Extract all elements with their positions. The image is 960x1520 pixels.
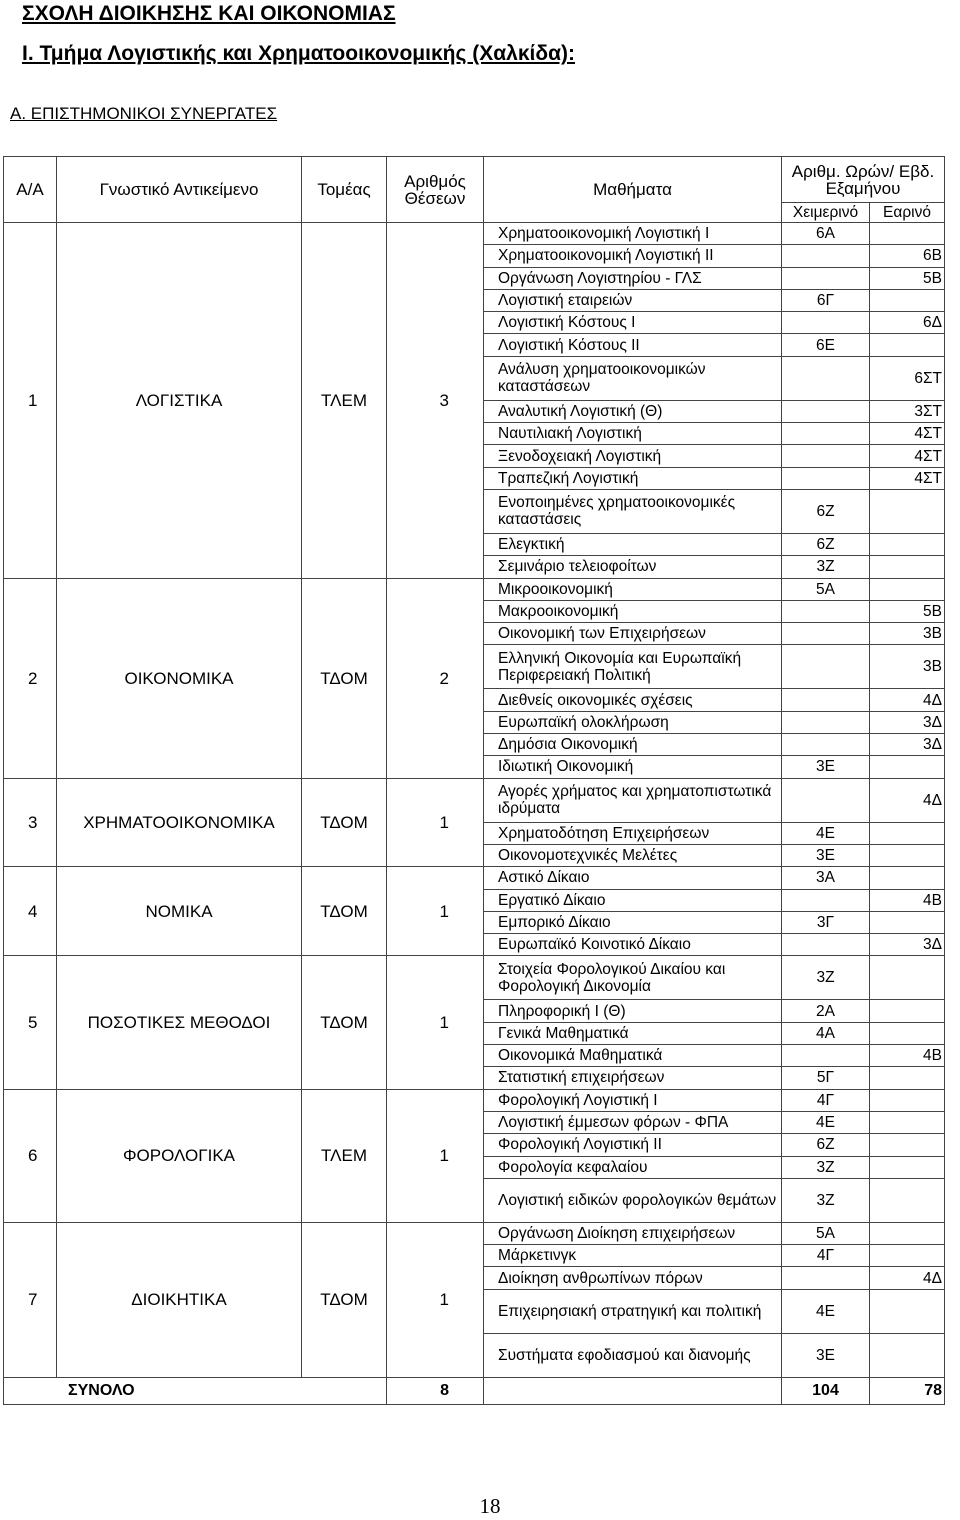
table-row bbox=[4, 223, 945, 245]
course-spring-hours bbox=[870, 1289, 945, 1333]
positions-cell: 1 bbox=[387, 778, 484, 867]
course-spring-hours: 4Β bbox=[870, 1045, 945, 1067]
course-winter-hours bbox=[782, 267, 870, 289]
course-winter-hours bbox=[782, 467, 870, 489]
table-row bbox=[4, 867, 945, 889]
aa-cell: 2 bbox=[4, 578, 57, 778]
course-spring-hours: 4ΣΤ bbox=[870, 423, 945, 445]
subject-cell: ΛΟΓΙΣΤΙΚΑ bbox=[57, 223, 302, 579]
course-winter-hours bbox=[782, 356, 870, 400]
course-name: Μικροοικονομική bbox=[484, 578, 782, 600]
course-name: Λογιστική έμμεσων φόρων - ΦΠΑ bbox=[484, 1111, 782, 1133]
sector-cell: ΤΔΟΜ bbox=[302, 956, 387, 1089]
course-name: Φορολογία κεφαλαίου bbox=[484, 1156, 782, 1178]
course-name: Μάρκετινγκ bbox=[484, 1245, 782, 1267]
course-name: Οικονομικά Μαθηματικά bbox=[484, 1045, 782, 1067]
table-body bbox=[4, 223, 945, 1405]
staff-table bbox=[3, 156, 945, 1405]
course-spring-hours bbox=[870, 867, 945, 889]
course-spring-hours bbox=[870, 489, 945, 533]
header-sector: Τομέας bbox=[302, 157, 387, 223]
course-name: Μακροοικονομική bbox=[484, 600, 782, 622]
course-winter-hours: 3Α bbox=[782, 867, 870, 889]
total-spring: 78 bbox=[870, 1377, 945, 1404]
course-spring-hours: 5Β bbox=[870, 267, 945, 289]
positions-cell: 1 bbox=[387, 867, 484, 956]
course-name: Γενικά Μαθηματικά bbox=[484, 1022, 782, 1044]
table-row bbox=[4, 1222, 945, 1244]
course-winter-hours: 4Γ bbox=[782, 1089, 870, 1111]
course-winter-hours bbox=[782, 934, 870, 956]
course-spring-hours bbox=[870, 911, 945, 933]
course-spring-hours bbox=[870, 1156, 945, 1178]
course-winter-hours: 5Α bbox=[782, 1222, 870, 1244]
course-winter-hours: 6Γ bbox=[782, 289, 870, 311]
course-spring-hours: 3Δ bbox=[870, 934, 945, 956]
course-spring-hours bbox=[870, 223, 945, 245]
course-name: Αγορές χρήματος και χρηματοπιστωτικά ιδρύματα bbox=[484, 778, 782, 822]
total-label: ΣΥΝΟΛΟ bbox=[4, 1377, 387, 1404]
table-row bbox=[4, 1089, 945, 1111]
course-spring-hours: 4Β bbox=[870, 889, 945, 911]
course-name: Ναυτιλιακή Λογιστική bbox=[484, 423, 782, 445]
course-winter-hours: 6Ε bbox=[782, 334, 870, 356]
course-spring-hours: 4ΣΤ bbox=[870, 445, 945, 467]
header-aa: Α/Α bbox=[4, 157, 57, 223]
course-winter-hours: 3Ε bbox=[782, 1333, 870, 1377]
course-winter-hours: 3Ζ bbox=[782, 956, 870, 1000]
header-positions: Αριθμός Θέσεων bbox=[387, 157, 484, 223]
subject-cell: ΔΙΟΙΚΗΤΙΚΑ bbox=[57, 1222, 302, 1377]
course-spring-hours bbox=[870, 1178, 945, 1222]
course-winter-hours: 6Ζ bbox=[782, 489, 870, 533]
school-heading: ΣΧΟΛΗ ΔΙΟΙΚΗΣΗΣ ΚΑΙ ΟΙΚΟΝΟΜΙΑΣ bbox=[22, 2, 396, 25]
course-winter-hours: 3Γ bbox=[782, 911, 870, 933]
aa-cell: 7 bbox=[4, 1222, 57, 1377]
aa-cell: 1 bbox=[4, 223, 57, 579]
department-heading: Ι. Τμήμα Λογιστικής και Χρηματοοικονομικής (Χαλκίδα): bbox=[22, 42, 576, 65]
course-name: Δημόσια Οικονομική bbox=[484, 734, 782, 756]
course-spring-hours bbox=[870, 956, 945, 1000]
course-spring-hours bbox=[870, 578, 945, 600]
course-name: Λογιστική εταιρειών bbox=[484, 289, 782, 311]
course-name: Συστήματα εφοδιασμού και διανομής bbox=[484, 1333, 782, 1377]
course-spring-hours: 5Β bbox=[870, 600, 945, 622]
aa-cell: 3 bbox=[4, 778, 57, 867]
course-name: Διεθνείς οικονομικές σχέσεις bbox=[484, 689, 782, 711]
course-name: Αστικό Δίκαιο bbox=[484, 867, 782, 889]
course-spring-hours bbox=[870, 1245, 945, 1267]
course-name: Ευρωπαϊκή ολοκλήρωση bbox=[484, 711, 782, 733]
course-spring-hours: 3Δ bbox=[870, 711, 945, 733]
course-winter-hours bbox=[782, 600, 870, 622]
course-winter-hours bbox=[782, 623, 870, 645]
subject-cell: ΟΙΚΟΝΟΜΙΚΑ bbox=[57, 578, 302, 778]
course-name: Ανάλυση χρηματοοικονομικών καταστάσεων bbox=[484, 356, 782, 400]
sector-cell: ΤΔΟΜ bbox=[302, 1222, 387, 1377]
total-courses-empty bbox=[484, 1377, 782, 1404]
course-winter-hours bbox=[782, 445, 870, 467]
course-winter-hours bbox=[782, 423, 870, 445]
sector-cell: ΤΛΕΜ bbox=[302, 1089, 387, 1222]
course-spring-hours bbox=[870, 334, 945, 356]
course-spring-hours: 4Δ bbox=[870, 778, 945, 822]
course-name: Ελληνική Οικονομία και Ευρωπαϊκή Περιφερειακή Πολιτική bbox=[484, 645, 782, 689]
sector-cell: ΤΔΟΜ bbox=[302, 867, 387, 956]
positions-cell: 1 bbox=[387, 956, 484, 1089]
positions-cell: 1 bbox=[387, 1089, 484, 1222]
course-spring-hours bbox=[870, 1222, 945, 1244]
header-courses: Μαθήματα bbox=[484, 157, 782, 223]
course-winter-hours: 4Γ bbox=[782, 1245, 870, 1267]
course-name: Ενοποιημένες χρηματοοικονομικές καταστάσεις bbox=[484, 489, 782, 533]
course-winter-hours bbox=[782, 245, 870, 267]
table-row bbox=[4, 778, 945, 822]
course-winter-hours bbox=[782, 645, 870, 689]
total-winter: 104 bbox=[782, 1377, 870, 1404]
positions-cell: 1 bbox=[387, 1222, 484, 1377]
course-spring-hours: 6Δ bbox=[870, 312, 945, 334]
course-name: Επιχειρησιακή στρατηγική και πολιτική bbox=[484, 1289, 782, 1333]
course-spring-hours bbox=[870, 1111, 945, 1133]
course-spring-hours bbox=[870, 1000, 945, 1022]
course-name: Στοιχεία Φορολογικού Δικαίου και Φορολογική Δικονομία bbox=[484, 956, 782, 1000]
sector-cell: ΤΔΟΜ bbox=[302, 778, 387, 867]
course-winter-hours: 6Α bbox=[782, 223, 870, 245]
course-winter-hours: 6Ζ bbox=[782, 533, 870, 555]
course-spring-hours bbox=[870, 556, 945, 578]
course-spring-hours bbox=[870, 289, 945, 311]
course-name: Οργάνωση Λογιστηρίου - ΓΛΣ bbox=[484, 267, 782, 289]
course-name: Χρηματοοικονομική Λογιστική Ι bbox=[484, 223, 782, 245]
course-winter-hours bbox=[782, 312, 870, 334]
course-name: Ελεγκτική bbox=[484, 533, 782, 555]
table-row bbox=[4, 578, 945, 600]
course-spring-hours: 3ΣΤ bbox=[870, 400, 945, 422]
course-winter-hours bbox=[782, 1267, 870, 1289]
table-row bbox=[4, 956, 945, 1000]
course-spring-hours: 3Β bbox=[870, 645, 945, 689]
positions-cell: 2 bbox=[387, 578, 484, 778]
course-winter-hours bbox=[782, 689, 870, 711]
header-spring: Εαρινό bbox=[870, 203, 945, 223]
course-winter-hours: 2Α bbox=[782, 1000, 870, 1022]
course-spring-hours bbox=[870, 1134, 945, 1156]
course-name: Αναλυτική Λογιστική (Θ) bbox=[484, 400, 782, 422]
course-winter-hours: 3Ε bbox=[782, 756, 870, 778]
course-name: Εμπορικό Δίκαιο bbox=[484, 911, 782, 933]
course-winter-hours bbox=[782, 734, 870, 756]
course-name: Φορολογική Λογιστική Ι bbox=[484, 1089, 782, 1111]
course-name: Οικονομική των Επιχειρήσεων bbox=[484, 623, 782, 645]
course-winter-hours bbox=[782, 778, 870, 822]
course-winter-hours bbox=[782, 711, 870, 733]
course-spring-hours bbox=[870, 1067, 945, 1089]
course-spring-hours: 4Δ bbox=[870, 1267, 945, 1289]
header-winter: Χειμερινό bbox=[782, 203, 870, 223]
course-name: Σεμινάριο τελειοφοίτων bbox=[484, 556, 782, 578]
course-name: Ευρωπαϊκό Κοινοτικό Δίκαιο bbox=[484, 934, 782, 956]
course-name: Ιδιωτική Οικονομική bbox=[484, 756, 782, 778]
course-name: Οικονομοτεχνικές Μελέτες bbox=[484, 844, 782, 866]
course-winter-hours: 3Ζ bbox=[782, 1178, 870, 1222]
course-name: Φορολογική Λογιστική ΙΙ bbox=[484, 1134, 782, 1156]
course-name: Ξενοδοχειακή Λογιστική bbox=[484, 445, 782, 467]
subject-cell: ΧΡΗΜΑΤΟΟΙΚΟΝΟΜΙΚΑ bbox=[57, 778, 302, 867]
course-spring-hours bbox=[870, 1089, 945, 1111]
course-spring-hours: 3Β bbox=[870, 623, 945, 645]
course-name: Λογιστική ειδικών φορολογικών θεμάτων bbox=[484, 1178, 782, 1222]
course-winter-hours: 4Ε bbox=[782, 822, 870, 844]
course-winter-hours: 4Ε bbox=[782, 1289, 870, 1333]
course-spring-hours bbox=[870, 822, 945, 844]
course-name: Λογιστική Κόστους ΙΙ bbox=[484, 334, 782, 356]
course-winter-hours: 5Α bbox=[782, 578, 870, 600]
aa-cell: 4 bbox=[4, 867, 57, 956]
header-hours: Αριθμ. Ωρών/ Εβδ. Εξαμήνου bbox=[782, 157, 945, 203]
course-winter-hours bbox=[782, 1045, 870, 1067]
subject-cell: ΦΟΡΟΛΟΓΙΚΑ bbox=[57, 1089, 302, 1222]
course-name: Διοίκηση ανθρωπίνων πόρων bbox=[484, 1267, 782, 1289]
course-name: Λογιστική Κόστους Ι bbox=[484, 312, 782, 334]
course-spring-hours: 6Β bbox=[870, 245, 945, 267]
course-name: Εργατικό Δίκαιο bbox=[484, 889, 782, 911]
header-subject: Γνωστικό Αντικείμενο bbox=[57, 157, 302, 223]
course-winter-hours bbox=[782, 400, 870, 422]
course-name: Τραπεζική Λογιστική bbox=[484, 467, 782, 489]
course-spring-hours bbox=[870, 1022, 945, 1044]
course-winter-hours: 4Α bbox=[782, 1022, 870, 1044]
course-winter-hours bbox=[782, 889, 870, 911]
course-winter-hours: 3Ε bbox=[782, 844, 870, 866]
course-spring-hours: 3Δ bbox=[870, 734, 945, 756]
course-spring-hours: 4ΣΤ bbox=[870, 467, 945, 489]
course-winter-hours: 6Ζ bbox=[782, 1134, 870, 1156]
course-spring-hours bbox=[870, 756, 945, 778]
course-winter-hours: 4Ε bbox=[782, 1111, 870, 1133]
course-name: Στατιστική επιχειρήσεων bbox=[484, 1067, 782, 1089]
course-name: Χρηματοοικονομική Λογιστική ΙΙ bbox=[484, 245, 782, 267]
sector-cell: ΤΔΟΜ bbox=[302, 578, 387, 778]
sector-cell: ΤΛΕΜ bbox=[302, 223, 387, 579]
course-spring-hours bbox=[870, 1333, 945, 1377]
course-winter-hours: 5Γ bbox=[782, 1067, 870, 1089]
page-number: 18 bbox=[479, 1494, 501, 1518]
course-name: Πληροφορική Ι (Θ) bbox=[484, 1000, 782, 1022]
course-spring-hours bbox=[870, 533, 945, 555]
course-spring-hours bbox=[870, 844, 945, 866]
course-winter-hours: 3Ζ bbox=[782, 1156, 870, 1178]
section-heading: Α. ΕΠΙΣΤΗΜΟΝΙΚΟΙ ΣΥΝΕΡΓΑΤΕΣ bbox=[10, 104, 278, 123]
course-spring-hours: 4Δ bbox=[870, 689, 945, 711]
subject-cell: ΝΟΜΙΚΑ bbox=[57, 867, 302, 956]
course-name: Χρηματοδότηση Επιχειρήσεων bbox=[484, 822, 782, 844]
aa-cell: 5 bbox=[4, 956, 57, 1089]
total-positions: 8 bbox=[387, 1377, 484, 1404]
total-row bbox=[4, 1377, 945, 1404]
aa-cell: 6 bbox=[4, 1089, 57, 1222]
subject-cell: ΠΟΣΟΤΙΚΕΣ ΜΕΘΟΔΟΙ bbox=[57, 956, 302, 1089]
course-spring-hours: 6ΣΤ bbox=[870, 356, 945, 400]
course-name: Οργάνωση Διοίκηση επιχειρήσεων bbox=[484, 1222, 782, 1244]
course-winter-hours: 3Ζ bbox=[782, 556, 870, 578]
positions-cell: 3 bbox=[387, 223, 484, 579]
